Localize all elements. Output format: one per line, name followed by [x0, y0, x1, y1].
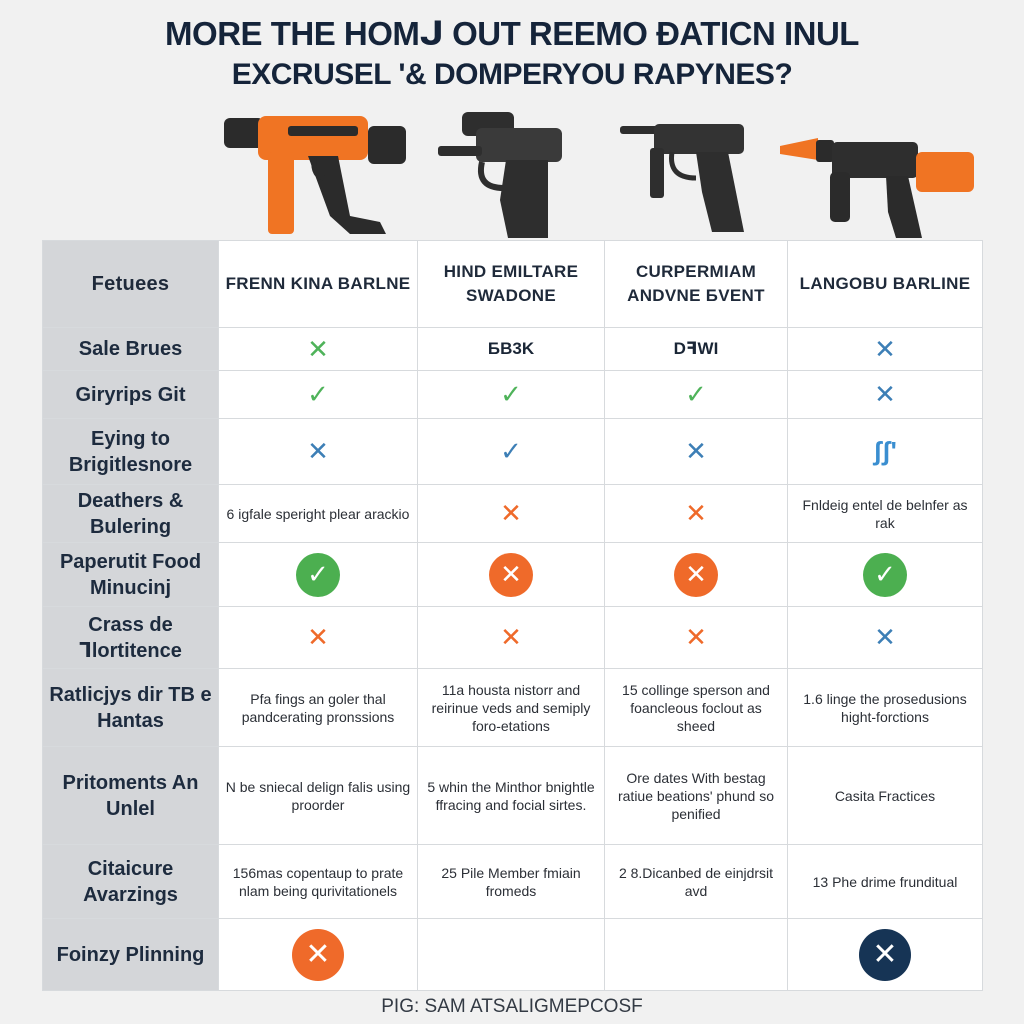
footer-caption: PIG: SAM ATSALIGMEPCOSF	[381, 996, 643, 1017]
check-icon: ✓	[500, 436, 522, 466]
check-circle-icon: ✓	[863, 553, 907, 597]
corner-header: Fetuees	[43, 241, 219, 328]
cross-icon: ✕	[500, 498, 522, 528]
column-header: LANGOBU BARLINE	[788, 241, 983, 328]
cross-icon: ✕	[874, 379, 896, 409]
table-cell	[418, 371, 605, 419]
header-row	[43, 241, 983, 328]
table-cell	[418, 607, 605, 669]
table-cell	[418, 747, 605, 845]
table-cell	[788, 328, 983, 371]
cross-icon: ✕	[874, 622, 896, 652]
table-cell	[219, 543, 418, 607]
table-cell	[605, 543, 788, 607]
table-cell	[605, 607, 788, 669]
cross-circle-icon: ✕	[859, 929, 911, 981]
table-row	[43, 747, 983, 845]
table-cell	[219, 669, 418, 747]
table-cell	[788, 371, 983, 419]
cell-text: 156mas copentaup to prate nlam being qurivitationels	[232, 864, 404, 899]
cross-circle-icon: ✕	[674, 553, 718, 597]
column-header: CURPERMIAM ANDVNE ƂVENT	[605, 241, 788, 328]
table-cell	[219, 371, 418, 419]
cell-text: Casita Fractices	[834, 787, 936, 804]
table-row	[43, 543, 983, 607]
cell-text: 2 8.Dicanbed de einjdrsit avd	[618, 864, 774, 899]
table-cell	[605, 485, 788, 543]
cell-text: Ore dates With bestag ratiue beations' phund so penified	[617, 769, 774, 822]
row-label: Pritoments An Unlel	[43, 747, 219, 845]
table-row	[43, 419, 983, 485]
table-cell	[418, 543, 605, 607]
table-cell	[605, 845, 788, 919]
table-cell	[788, 747, 983, 845]
table-cell	[219, 607, 418, 669]
row-label: Crass de Ꞁlortitence	[43, 607, 219, 669]
table-cell	[788, 419, 983, 485]
cross-icon: ✕	[685, 622, 707, 652]
table-row	[43, 669, 983, 747]
table-row	[43, 845, 983, 919]
table-cell	[219, 919, 418, 991]
table-row	[43, 328, 983, 371]
table-cell	[219, 419, 418, 485]
cell-text: 1.6 linge the prosedusions hight-forctions	[803, 690, 967, 725]
table-row	[43, 607, 983, 669]
table-cell	[418, 419, 605, 485]
column-header: FRENN KINA BARLNE	[219, 241, 418, 328]
row-label: Sale Brues	[43, 328, 219, 371]
cross-circle-icon: ✕	[489, 553, 533, 597]
row-label: Citaicure Avarzings	[43, 845, 219, 919]
table-cell	[788, 669, 983, 747]
cell-text: 11a housta nistorr and reirinue veds and semiply foro-etations	[431, 681, 591, 734]
cross-circle-icon: ✕	[292, 929, 344, 981]
table-cell	[219, 747, 418, 845]
row-label: Foinzy Plinning	[43, 919, 219, 991]
cell-text: ƂB3K	[487, 339, 535, 358]
table-cell	[605, 371, 788, 419]
cross-icon: ✕	[685, 498, 707, 528]
cross-icon: ✕	[500, 622, 522, 652]
orange-nail-gun-icon	[218, 112, 410, 238]
table-cell	[788, 919, 983, 991]
cell-text: N be sniecal delign falis using proorder	[225, 778, 411, 813]
check-icon: ✓	[685, 379, 707, 409]
row-label: Giryrips Git	[43, 371, 219, 419]
black-tactical-pistol-icon	[620, 122, 750, 234]
row-label: Ratlicjys dir TB e Hantas	[43, 669, 219, 747]
table-cell	[418, 485, 605, 543]
title-line-1: MORE THE HOMᒍ OUT REEMO ĐATICN INUL	[165, 15, 859, 52]
table-cell	[219, 328, 418, 371]
cell-text: 6 igfale speright plear arackio	[226, 505, 410, 522]
table-cell	[418, 328, 605, 371]
title-line-2: EXCRUSEL '& DOMPERYOU RAPYNES?	[231, 58, 793, 91]
cross-icon: ✕	[307, 436, 329, 466]
table-cell	[418, 919, 605, 991]
table-row	[43, 371, 983, 419]
table-cell	[788, 485, 983, 543]
cell-text: 25 Pile Member fmiain fromeds	[441, 864, 581, 899]
check-circle-icon: ✓	[296, 553, 340, 597]
orange-black-blaster-icon	[778, 132, 978, 240]
row-label: Deathers & Bulering	[43, 485, 219, 543]
comparison-table	[42, 240, 983, 991]
table-cell	[418, 669, 605, 747]
table-cell	[219, 845, 418, 919]
column-header: HIND EMILTARE SWADONE	[418, 241, 605, 328]
table-cell	[219, 485, 418, 543]
cross-icon: ʃʃ'	[873, 436, 897, 466]
table-cell	[605, 419, 788, 485]
cell-text: Pfa fings an goler thal pandcerating pronssions	[241, 690, 395, 725]
cell-text: DꟻWI	[673, 339, 719, 358]
cell-text: Fnldeig entel de belnfer as rak	[802, 496, 968, 531]
row-label: Eying to Brigitlesnore	[43, 419, 219, 485]
cell-text: 13 Phe drime frunditual	[812, 873, 958, 890]
table-cell	[788, 543, 983, 607]
table-cell	[418, 845, 605, 919]
cross-icon: ✕	[874, 333, 896, 364]
cell-text: 5 whin the Minthor bnightle ffracing and focial sirtes.	[427, 778, 595, 813]
table-row	[43, 485, 983, 543]
table-cell	[788, 607, 983, 669]
row-label: Paperutit Food Minucinj	[43, 543, 219, 607]
table-cell	[605, 747, 788, 845]
check-icon: ✓	[307, 379, 329, 409]
check-icon: ✓	[500, 379, 522, 409]
black-pistol-icon	[436, 110, 566, 240]
table-cell	[605, 669, 788, 747]
cell-text: 15 collinge sperson and foancleous foclout as sheed	[622, 681, 770, 734]
table-cell	[788, 845, 983, 919]
cross-icon: ✕	[307, 622, 329, 652]
cross-icon: ✕	[307, 333, 329, 364]
table-row	[43, 919, 983, 991]
cross-icon: ✕	[685, 436, 707, 466]
table-cell	[605, 328, 788, 371]
table-cell	[605, 919, 788, 991]
